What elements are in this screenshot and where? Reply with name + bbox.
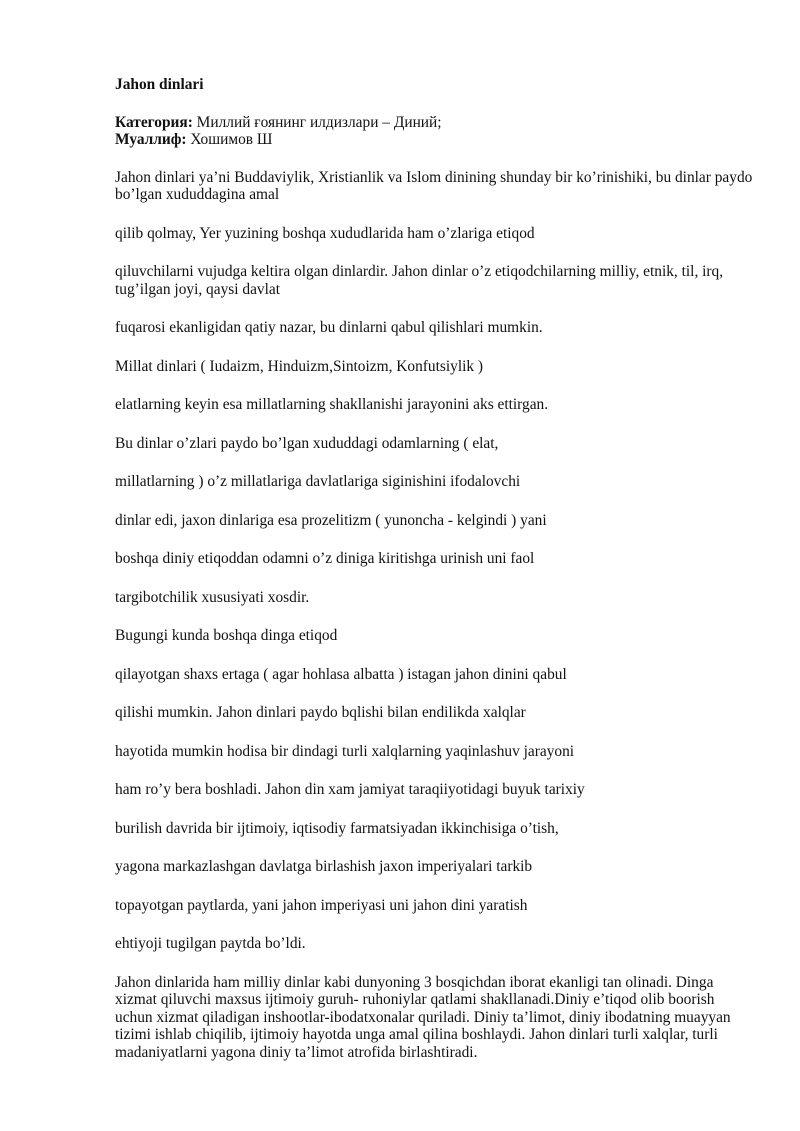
category-label: Категория: [115,113,193,131]
paragraph: qilishi mumkin. Jahon dinlari paydo bqlishi bilan endilikda xalqlar [115,704,526,721]
document-meta [115,114,755,149]
paragraph: topayotgan paytlarda, yani jahon imperiyasi uni jahon dini yaratish [115,896,528,914]
document-page [115,76,755,1082]
paragraph: hayotida mumkin hodisa bir dindagi turli xalqlarning yaqinlashuv jarayoni [115,742,575,760]
category-line [115,114,755,132]
paragraph: qilayotgan shaxs ertaga ( agar hohlasa albatta ) istagan jahon dinini qabul [115,665,567,683]
paragraph: yagona markazlashgan davlatga birlashish jaxon imperiyalari tarkib [115,858,533,875]
document-title: Jahon dinlari [115,76,204,93]
paragraph: dinlar edi, jaxon dinlariga esa prozelitizm ( yunoncha - kelgindi ) yani [115,511,547,529]
paragraph: Bu dinlar o’zlari paydo bo’lgan xududdagi odamlarning ( elat, [115,434,499,452]
author-value: Хошимов Ш [186,131,273,148]
paragraph: fuqarosi ekanligidan qatiy nazar, bu dinlarni qabul qilishlari mumkin. [115,319,543,336]
paragraph: ehtiyoji tugilgan paytda bo’ldi. [115,935,306,952]
author-line [115,131,755,149]
paragraph: Bugungi kunda boshqa dinga etiqod [115,627,338,644]
paragraph: Millat dinlari ( Iudaizm, Hinduizm,Sintoizm, Konfutsiylik ) [115,357,484,375]
paragraph: elatlarning keyin esa millatlarning shakllanishi jarayonini aks ettirgan. [115,396,549,413]
author-label: Муаллиф: [115,131,187,148]
paragraph: boshqa diniy etiqoddan odamni o’z diniga kiritishga urinish uni faol [115,550,535,567]
category-value: Миллий ғоянинг илдизлари – Диний; [192,113,442,131]
paragraph: qiluvchilarni vujudga keltira olgan dinlardir. Jahon dinlar o’z etiqodchilarning milliy, etnik, til, irq, tug’ilgan joyi, qaysi davlat [115,263,724,298]
paragraph: burilish davrida bir ijtimoiy, iqtisodiy farmatsiyadan ikkinchisiga o’tish, [115,819,559,837]
paragraph: Jahon dinlari ya’ni Buddaviylik, Xristianlik va Islom dinining shunday bir ko’rinishiki, bu dinlar paydo bo’lgan xududdagina amal [115,168,753,203]
paragraph: millatlarning ) o’z millatlariga davlatlariga siginishini ifodalovchi [115,473,521,490]
paragraph: Jahon dinlarida ham milliy dinlar kabi dunyoning 3 bosqichdan iborat ekanligi tan olinadi. Dinga xizmat qiluvchi maxsus ijtimoiy guruh- ruhoniylar qatlami shakllanadi.Diniy e’tiqod olib boorish uchun xizmat qiladigan inshootlar-ibodatxonalar quriladi. Diniy ta’limot, diniy ibodatning muayyan tizimi ishlab chiqilib, ijtimoiy hayotda unga amal qilina boshlaydi. Jahon dinlari turli xalqlar, turli madaniyatlarni yagona diniy ta’limot atrofida birlashtiradi. [115,973,731,1061]
paragraph: qilib qolmay, Yer yuzining boshqa xududlarida ham o’zlariga etiqod [115,224,535,242]
paragraph: targibotchilik xususiyati xosdir. [115,588,310,606]
document-body [115,169,755,1062]
paragraph: ham ro’y bera boshladi. Jahon din xam jamiyat taraqiiyotidagi buyuk tarixiy [115,781,585,798]
